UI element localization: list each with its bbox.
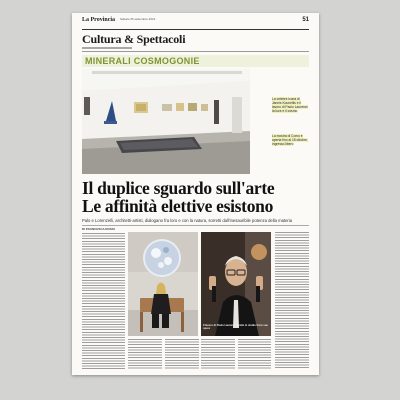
portrait-caption: Il lavoro di Paolo Laurenzi ritratto in studio fra le sue opere [203,324,268,330]
artist-portrait-woman [128,232,198,336]
gallery-photo [82,69,250,174]
masthead [82,17,309,29]
article-deck: Palo e Lorenzelli, architetti-artisti, dialogano fra loro e con la natura, sorretti dall'inesauribile potenza della materia [82,218,293,223]
section-rule [82,51,309,52]
text-column-4 [201,339,235,369]
section-subline [82,47,132,49]
page-number: 51 [302,17,309,23]
gallery-installation-image [82,69,250,174]
byline-rule [82,225,309,226]
text-column-3 [165,339,199,369]
newspaper-name: La Provincia [82,17,116,23]
photo-caption-second [272,134,310,146]
text-column-2 [128,339,162,369]
masthead-rule [82,29,309,30]
photo-caption-first [272,97,310,113]
issue-date: Sabato 25 settembre 2021 [120,17,156,21]
artist-portrait-man [201,232,271,336]
caption-text-second: La mostra di Como è aperta fino al 18 ottobre, ingresso libero [272,134,308,146]
portrait-man-image [201,232,271,336]
headline-line-2: Le affinità elettive esistono [82,196,274,216]
caption-text-first: La celebre icona di Jannis Kounellis e il lavoro di Paolo Laurenzi: la luce e il cosmo [272,97,309,113]
headline-line-1: Il duplice sguardo sull'arte [82,178,275,198]
text-column-5 [238,339,271,369]
text-column-6 [275,232,309,369]
section-title: Cultura & Spettacoli [82,32,186,46]
article-headline [82,179,309,215]
portrait-woman-image [128,232,198,336]
newspaper-page [72,13,319,375]
kicker-bar [82,55,309,67]
article-byline: DI FRANCESCA ROSSI [82,227,115,231]
kicker-title: MINERALI COSMOGONIE [85,56,200,66]
text-column-1 [82,233,125,369]
